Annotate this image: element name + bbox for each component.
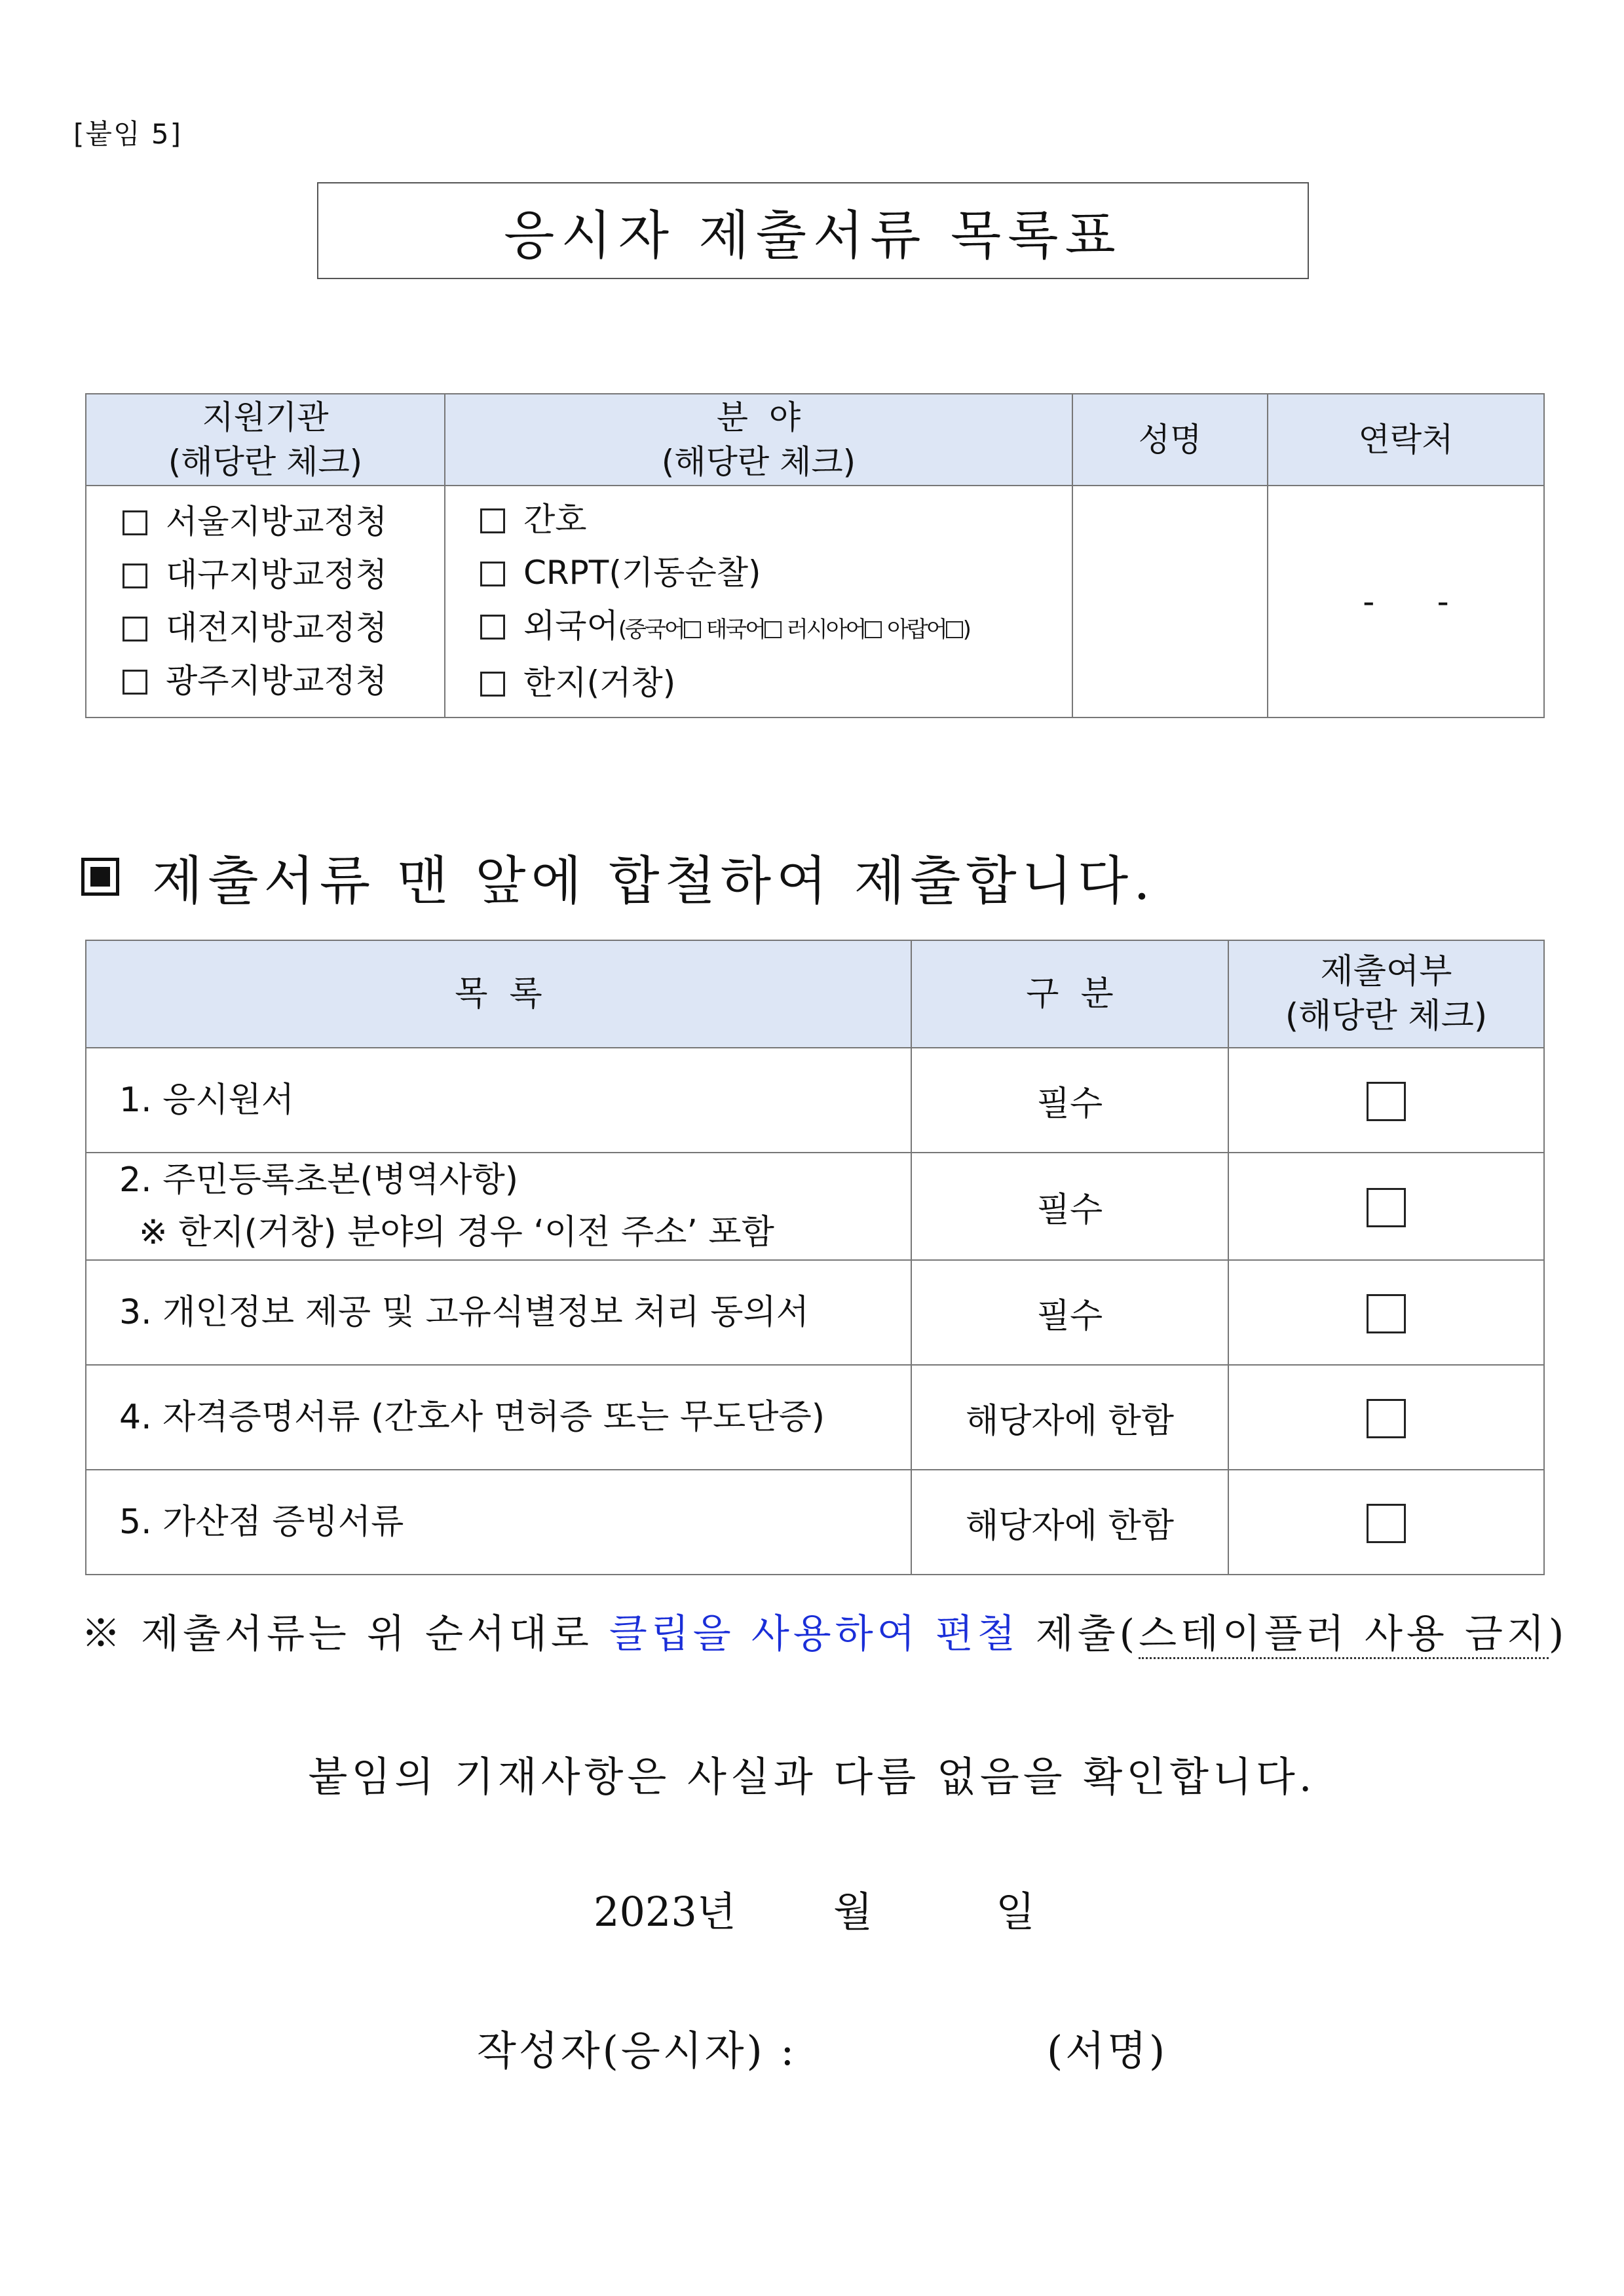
submitted-checkbox[interactable] <box>1367 1082 1406 1121</box>
agency-option-seoul[interactable]: 서울지방교정청 <box>123 495 444 548</box>
document-title: 응시자 제출서류 목록표 <box>317 182 1309 279</box>
checkbox[interactable] <box>865 621 882 638</box>
field-options <box>445 486 1072 718</box>
author-label: 작성자(응시자) : <box>477 2027 797 2075</box>
document-category: 필수 <box>911 1260 1228 1365</box>
field-option-crpt[interactable]: CRPT(기동순찰) <box>480 546 1071 600</box>
notice-underlined: 스테이플러 사용 금지 <box>1139 1611 1549 1659</box>
date-day: 일 <box>996 1888 1035 1936</box>
agency-option-gwangju[interactable]: 광주지방교정청 <box>123 655 444 708</box>
table-row <box>86 1048 1544 1153</box>
category-header: 구 분 <box>911 940 1228 1048</box>
document-item: 3. 개인정보 제공 및 고유식별정보 처리 동의서 <box>86 1260 911 1365</box>
checkbox[interactable] <box>480 562 505 586</box>
document-category: 필수 <box>911 1153 1228 1260</box>
section-heading: 제출서류 맨 앞에 합철하여 제출합니다. <box>81 839 1156 914</box>
table-row <box>86 1365 1544 1470</box>
table-row <box>86 1153 1544 1260</box>
table-row <box>86 1470 1544 1575</box>
contact-header: 연락처 <box>1268 394 1544 486</box>
foreign-chinese: 중국어 <box>625 617 684 643</box>
date-year: 2023년 <box>594 1888 736 1936</box>
list-header: 목 록 <box>86 940 911 1048</box>
filled-square-icon <box>81 858 119 896</box>
document-note: ※ 한지(거창) 분야의 경우 ‘이전 주소’ 포함 <box>139 1213 774 1252</box>
signature-mark: (서명) <box>1047 2027 1168 2075</box>
checkbox[interactable] <box>123 564 147 588</box>
document-category: 해당자에 한함 <box>911 1470 1228 1575</box>
submitted-header: 제출여부 (해당란 체크) <box>1228 940 1544 1048</box>
checkbox[interactable] <box>684 621 701 638</box>
name-header: 성명 <box>1072 394 1268 486</box>
applicant-info-table <box>85 393 1545 718</box>
foreign-russian: 러시아어 <box>786 617 865 643</box>
document-item: 2. 주민등록초본(병역사항) <box>119 1160 519 1200</box>
submitted-checkbox[interactable] <box>1367 1294 1406 1333</box>
foreign-arabic: 아랍어 <box>887 617 946 643</box>
field-option-nursing[interactable]: 간호 <box>480 493 1071 546</box>
checkbox[interactable] <box>765 621 782 638</box>
confirmation-statement: 붙임의 기재사항은 사실과 다름 없음을 확인합니다. <box>308 1753 1316 1801</box>
agency-option-daejeon[interactable]: 대전지방교정청 <box>123 602 444 655</box>
document-item: 5. 가산점 증빙서류 <box>86 1470 911 1575</box>
submitted-checkbox[interactable] <box>1367 1504 1406 1543</box>
table-row <box>86 1260 1544 1365</box>
date-month: 월 <box>833 1888 873 1936</box>
agency-option-daegu[interactable]: 대구지방교정청 <box>123 548 444 602</box>
document-category: 필수 <box>911 1048 1228 1153</box>
submission-notice: ※ 제출서류는 위 순서대로 클립을 사용하여 편철 제출(스테이플러 사용 금지) <box>81 1603 1568 1659</box>
checkbox[interactable] <box>946 621 963 638</box>
checkbox[interactable] <box>480 508 505 533</box>
agency-header: 지원기관 (해당란 체크) <box>86 394 445 486</box>
document-item: 4. 자격증명서류 (간호사 면허증 또는 무도단증) <box>86 1365 911 1470</box>
checkbox[interactable] <box>480 672 505 697</box>
document-category: 해당자에 한함 <box>911 1365 1228 1470</box>
field-option-foreign[interactable]: 외국어(중국어 태국어 러시아어 아랍어 ) <box>480 600 1071 657</box>
submitted-checkbox[interactable] <box>1367 1399 1406 1438</box>
documents-table <box>85 940 1545 1575</box>
name-value-cell[interactable] <box>1072 486 1268 718</box>
attachment-label: [붙임 5] <box>73 118 182 150</box>
field-header: 분 야 (해당란 체크) <box>445 394 1072 486</box>
checkbox[interactable] <box>480 615 505 640</box>
checkbox[interactable] <box>123 617 147 641</box>
contact-value-cell[interactable]: - - <box>1268 486 1544 718</box>
notice-highlight: 클립을 사용하여 편철 <box>609 1611 1019 1657</box>
submitted-checkbox[interactable] <box>1367 1188 1406 1227</box>
foreign-thai: 태국어 <box>706 617 765 643</box>
field-option-hanji[interactable]: 한지(거창) <box>480 657 1071 710</box>
checkbox[interactable] <box>123 510 147 535</box>
document-item: 1. 응시원서 <box>86 1048 911 1153</box>
agency-options <box>86 486 445 718</box>
checkbox[interactable] <box>123 670 147 695</box>
